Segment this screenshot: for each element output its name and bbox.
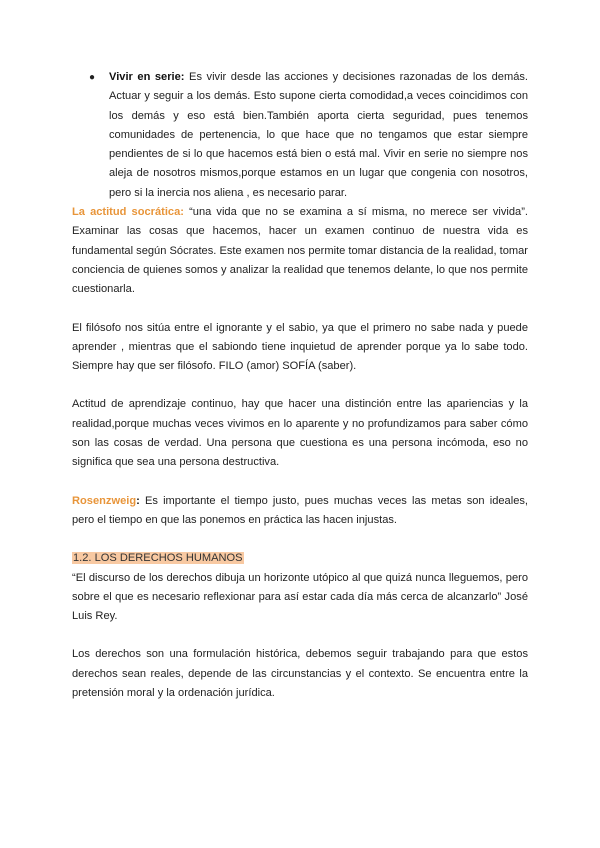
spacer [72,376,528,395]
term-rosenzweig: Rosenzweig [72,494,137,507]
spacer [72,473,528,492]
paragraph-quote: “El discurso de los derechos dibuja un horizonte utópico al que quizá nunca lleguemos, pero sobre el que es necesario reflexionar para así estar cada día más cerca de alcanzarlo” José Luis Rey. [72,571,528,623]
socratic-text: “una vida que no se examina a sí misma, no merece ser vivida”. Examinar las cosas que hacemos, hacer un examen continuo de nuestra vida es fundamental según Sócrates. Este examen nos permite tomar distancia de la realidad, tomar conciencia de quienes somos y analizar la realidad que tenemos delante, lo que nos permite cuestionarla. [72,206,528,296]
section-heading-row [72,549,528,568]
paragraph-rosenzweig [72,492,528,531]
rosenzweig-text: Es importante el tiempo justo, pues muchas veces las metas son ideales, pero el tiempo en que las ponemos en práctica las hacen injustas. [72,494,528,526]
bullet-text: Es vivir desde las acciones y decisiones razonadas de los demás. Actuar y seguir a los demás. Esto supone cierta comodidad,a veces coincidimos con los demás y eso está bien.También aporta cierta seguridad, pues tenemos comunidades de pertenencia, lo que hace que no tengamos que estar siempre pendientes de si lo que hacemos está bien o está mal. Vivir en serie no siempre nos aleja de nosotros mismos,porque estamos en un lugar que congenia con nosotros, pero si la inercia nos aliena , es necesario parar. [109,71,528,199]
term-vivir-en-serie: Vivir en serie: [109,71,185,83]
paragraph-learning: Actitud de aprendizaje continuo, hay que hacer una distinción entre las apariencias y la realidad,porque muchas veces vivimos en lo aparente y no profundizamos para saber cómo son las cosas de verdad. Una persona que cuestiona es una persona incómoda, eso no significa que sea una persona destructiva. [72,398,528,469]
spacer [72,530,528,549]
term-colon: : [136,494,140,507]
section-heading: 1.2. LOS DERECHOS HUMANOS [73,552,243,565]
term-actitud-socratica: La actitud socrática: [72,206,184,219]
paragraph-philosopher: El filósofo nos sitúa entre el ignorante y el sabio, ya que el primero no sabe nada y puede aprender , mientras que el sabiondo tiene inquietud de aprender porque ya lo sabe todo. Siempre hay que ser filósofo. FILO (amor) SOFÍA (saber). [72,321,528,373]
bullet-paragraph [109,68,528,203]
bullet-item-vivir-en-serie [72,68,528,203]
spacer [72,626,528,645]
bullet-icon: ● [89,72,96,83]
paragraph-socratic [72,203,528,299]
spacer [72,300,528,319]
paragraph-rights: Los derechos son una formulación histórica, debemos seguir trabajando para que estos derechos sean reales, depende de las circunstancias y el contexto. Se encuentra entre la pretensión moral y la ordenación jurídica. [72,648,528,700]
